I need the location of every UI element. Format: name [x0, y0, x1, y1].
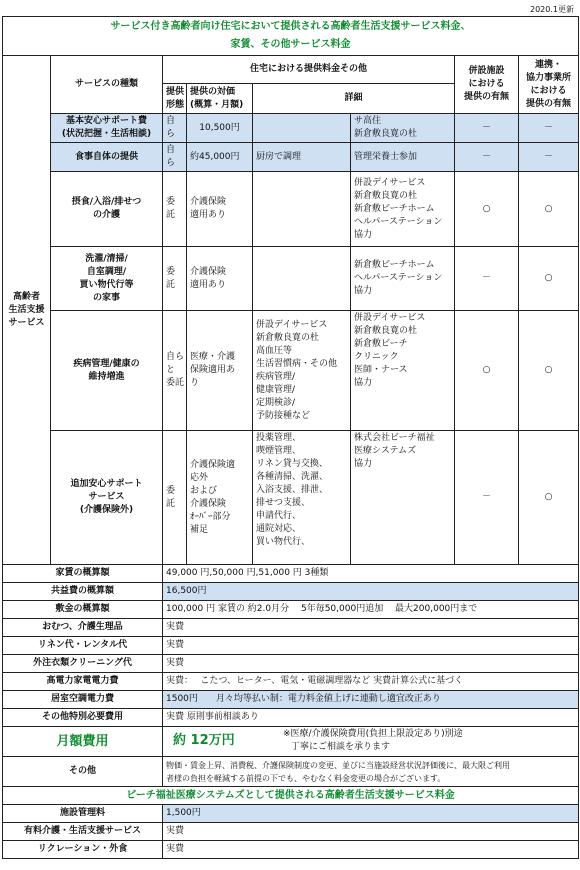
monthly-row: [3, 727, 579, 757]
table-row: 追加安心サポート サービス (介護保険外) 委託 介護保険適 応外 および 介護保険 ｵｰﾊﾞｰ部分 補足 投薬管理、 喫煙管理、 リネン貸与交換、 各種清掃、洗濯、 入浴支援、排泄、 排せつ支援、 申請代行、 通院対応、 買い物代行、 株式会社ビーチ福祉 医療システムズ 協力 － ○: [3, 431, 579, 565]
fee-row: おむつ、介護生理品 実費: [3, 619, 579, 637]
table-row: 基本安心サポート費 (状況把握・生活相談) 自ら 10,500円 サ高住 新倉敷良寛の杜 － －: [3, 114, 579, 143]
facility-fee-table: [2, 786, 579, 859]
header-sister-facility: 併設施設 における 提供の有無: [455, 56, 519, 114]
header-fee: 提供の対価 (概算・月額): [187, 84, 253, 114]
fee-row: 外注衣類クリーニング代 実費: [3, 655, 579, 673]
fee-row: 居室空調電力費 1500円 月々均等払い制：電力料金値上げに連動し適宜改正あり: [3, 691, 579, 709]
header-detail: 詳細: [253, 84, 455, 114]
table-title: サービス付き高齢者向け住宅において提供される高齢者生活支援サービス料金、 家賃、その他サービス料金: [3, 17, 579, 56]
sonota-row: その他 物価・賃金上昇、消費税、介護保険制度の変更、並びに当施設経営状況評価後に、最大限ご利用 者様の負担を軽減する前提の下でも、やむなく料金変更の場合がございます。: [3, 757, 579, 787]
header-form: 提供 形態: [163, 84, 187, 114]
fee-row: 有料介護・生活支援サービス 実費: [3, 823, 579, 841]
update-date: 2020.1更新: [530, 5, 574, 14]
fee-row: リネン代・レンタル代 実費: [3, 637, 579, 655]
fee-row: リクレーション・外食 実費: [3, 841, 579, 859]
table-row: 疾病管理/健康の 維持増進 自ら と 委託 医療・介護 保険適用あ り 併設デイサービス 新倉敷良寛の杜 高血圧等 生活習慣病・その他 疾病管理/ 健康管理/ 定期検診/ 予防接種など 併設デイサービス 新倉敷良寛の杜 新倉敷ビーチ クリニック 医師・ナース 協力 ○ ○: [3, 311, 579, 431]
fee-row: その他特別必要費用 実費 原則事前相談あり: [3, 709, 579, 727]
monthly-note: ※医療/介護保険費用(負担上限設定あり)別途 丁寧にご相談を承ります: [283, 729, 463, 752]
fee-row: 施設管理料 1,500円: [3, 805, 579, 823]
category-label: 高齢者 生活支援 サービス: [3, 56, 51, 565]
header-provided: 住宅における提供料金その他: [163, 56, 455, 84]
header-service-type: サービスの種類: [51, 56, 163, 114]
fee-row: 家賃の概算額 49,000 円,50,000 円,51,000 円 3種類: [3, 565, 579, 583]
table-row: 食事自体の提供 自ら 約45,000円 厨房で調理 管理栄養士参加 － －: [3, 143, 579, 172]
monthly-label: 月額費用: [3, 727, 163, 757]
monthly-value: 約 12万円: [173, 733, 235, 748]
service-fee-table: [2, 16, 579, 787]
fee-row: 高電力家電電力費 実費： こたつ、ヒーター、電気・電磁調理器など 実費計算公式に基づく: [3, 673, 579, 691]
fee-row: 共益費の概算額 16,500円: [3, 583, 579, 601]
bottom-title: ビーチ福祉医療システムズとして提供される高齢者生活支援サービス料金: [3, 787, 579, 805]
table-row: 洗濯/清掃/ 自室調理/ 買い物代行等 の家事 委託 介護保険 適用あり 新倉敷ビーチホーム ヘルパーステーション 協力 － ○: [3, 247, 579, 311]
table-row: 摂食/入浴/排せつ の介護 委託 介護保険 適用あり 併設デイサービス 新倉敷良寛の杜 新倉敷ビーチホーム ヘルパーステーション 協力 ○ ○: [3, 172, 579, 247]
fee-row: 敷金の概算額 100,000 円 家賃の 約2.0月分 5年毎50,000円追加 最大200,000円まで: [3, 601, 579, 619]
header-partner: 連携・ 協力事業所 における 提供の有無: [519, 56, 579, 114]
